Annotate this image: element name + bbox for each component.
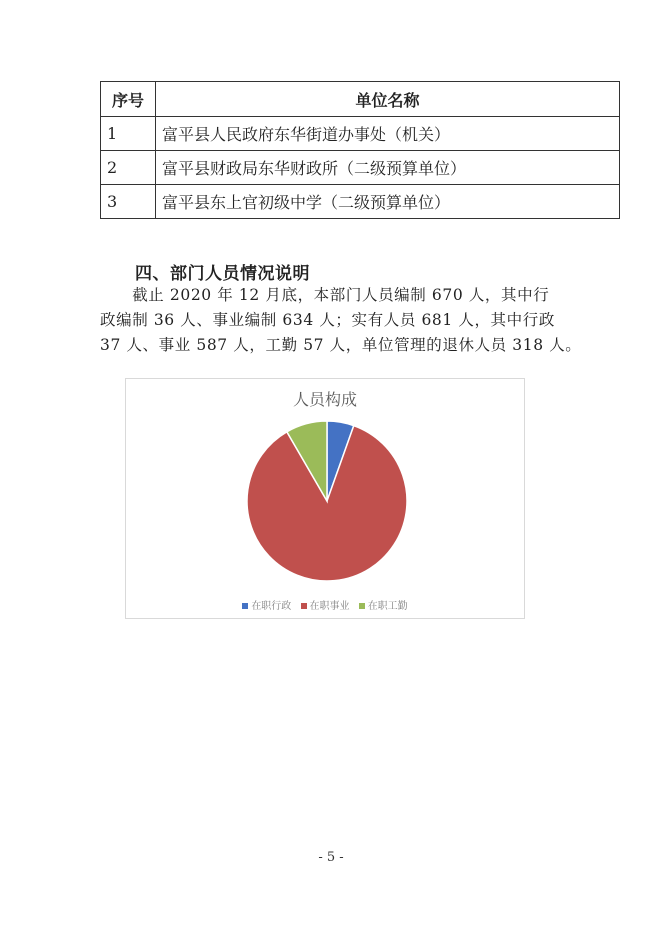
table-row (101, 151, 620, 185)
cell-unit-name: 富平县人民政府东华街道办事处（机关） (156, 117, 620, 151)
unit-table (100, 81, 620, 219)
legend-item: 在职事业 (301, 601, 350, 612)
cell-index: 2 (101, 151, 156, 185)
page-number: - 5 - (318, 850, 344, 865)
section-paragraph (100, 283, 625, 358)
cell-index: 3 (101, 185, 156, 219)
table-row (101, 185, 620, 219)
section-heading: 四、部门人员情况说明 (135, 264, 310, 284)
table-header-row (101, 82, 620, 117)
pie-chart (125, 378, 525, 619)
paragraph-line: 37 人、事业 587 人，工勤 57 人，单位管理的退休人员 318 人。 (100, 336, 582, 354)
chart-legend (126, 597, 524, 612)
chart-title: 人员构成 (292, 390, 357, 409)
legend-swatch (242, 603, 248, 609)
table-row (101, 117, 620, 151)
header-unit-name: 单位名称 (156, 82, 620, 117)
legend-swatch (359, 603, 365, 609)
paragraph-line: 截止 2020 年 12 月底，本部门人员编制 670 人，其中行 (100, 286, 550, 304)
cell-index: 1 (101, 117, 156, 151)
cell-unit-name: 富平县财政局东华财政所（二级预算单位） (156, 151, 620, 185)
cell-unit-name: 富平县东上官初级中学（二级预算单位） (156, 185, 620, 219)
legend-swatch (301, 603, 307, 609)
legend-item: 在职工勤 (359, 601, 408, 612)
paragraph-line: 政编制 36 人、事业编制 634 人；实有人员 681 人，其中行政 (100, 311, 555, 329)
legend-item: 在职行政 (242, 601, 291, 612)
header-index: 序号 (101, 82, 156, 117)
pie-plot (126, 379, 526, 620)
